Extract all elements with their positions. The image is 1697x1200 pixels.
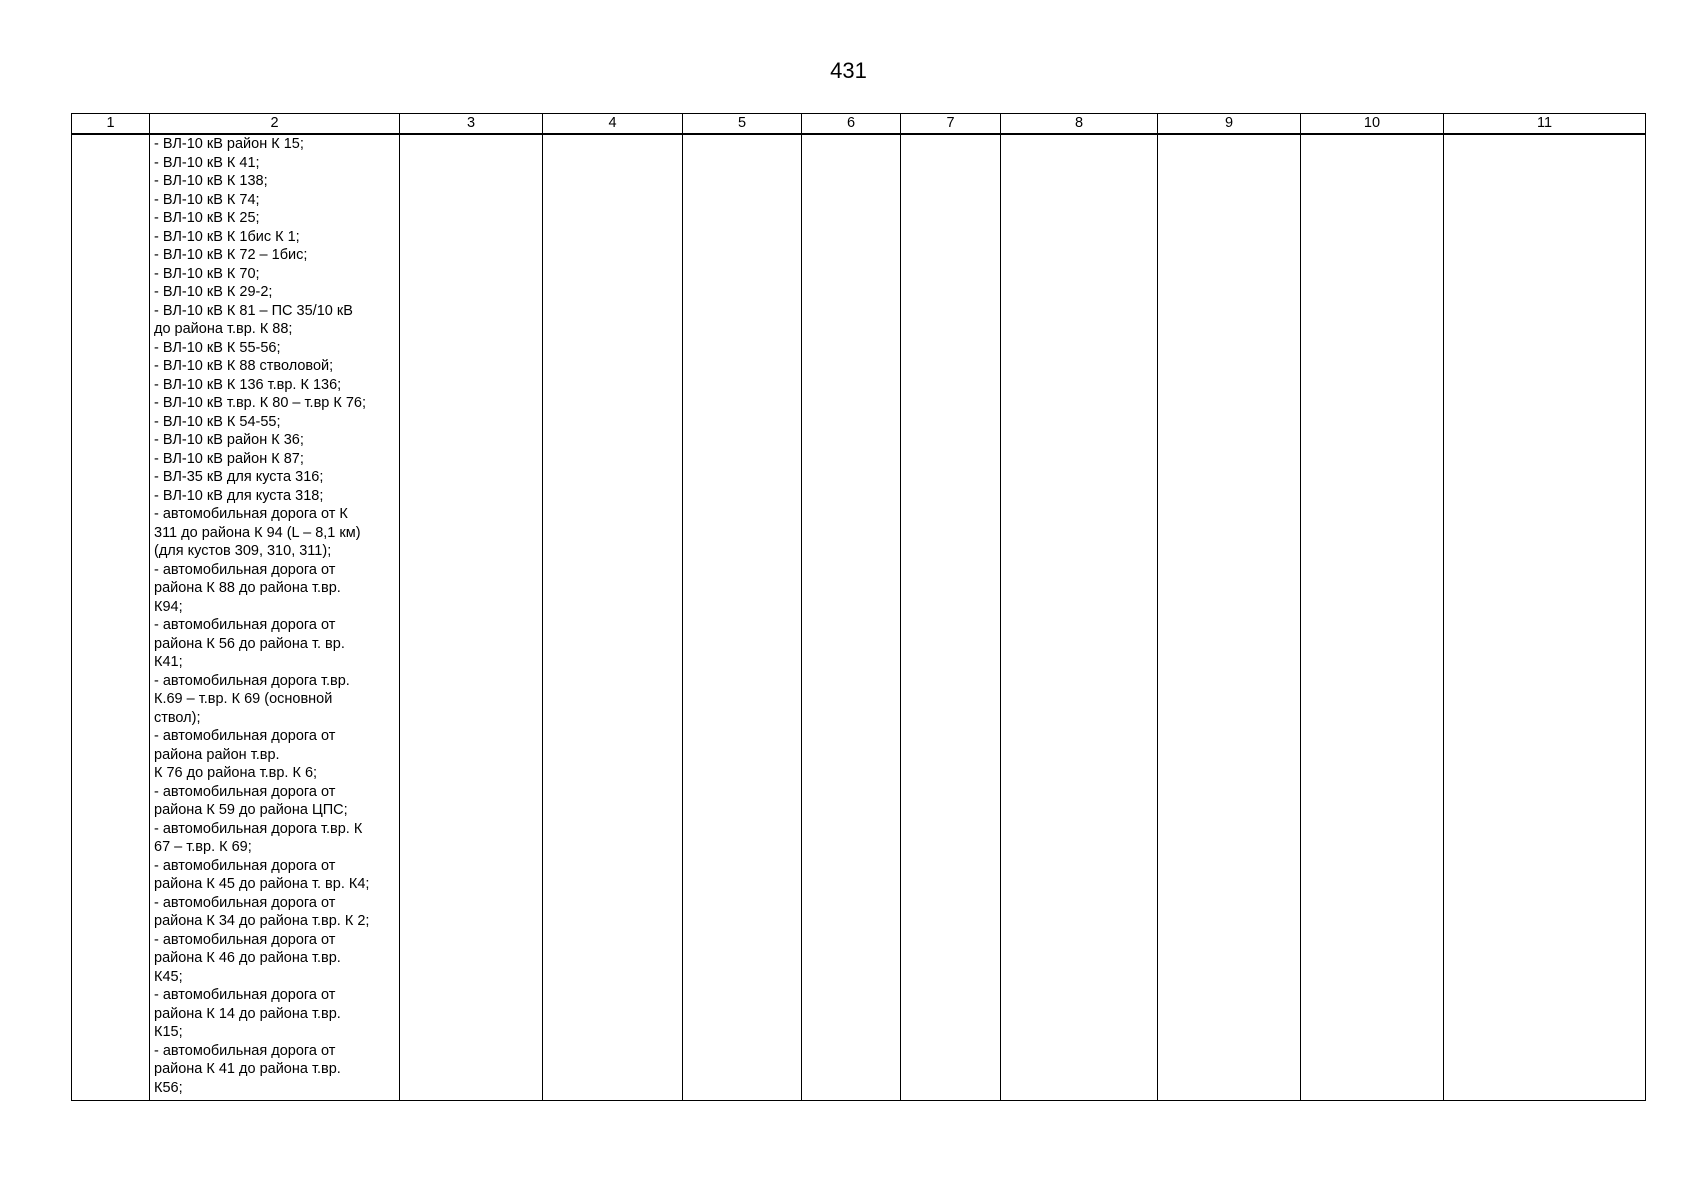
list-item: - автомобильная дорога от К 311 до района К 94 (L – 8,1 км) (для кустов 309, 310, 311); (154, 506, 361, 559)
list-item: - ВЛ-10 кВ К 81 – ПС 35/10 кВ до района т.вр. К 88; (154, 302, 353, 337)
list-item: - ВЛ-10 кВ К 1бис К 1; (154, 228, 300, 245)
column-header: 10 (1301, 114, 1444, 135)
data-table (71, 113, 1646, 1101)
list-item: - ВЛ-35 кВ для куста 316; (154, 469, 324, 485)
table-cell (683, 134, 802, 1101)
column-header: 7 (901, 114, 1001, 135)
list-item: - автомобильная дорога от района район т.вр. К 76 до района т.вр. К 6; (154, 728, 336, 781)
list-item: - автомобильная дорога от района К 59 до района ЦПС; (154, 783, 348, 818)
column-header: 5 (683, 114, 802, 135)
list-item: - ВЛ-10 кВ К 88 стволовой; (154, 358, 334, 374)
list-item: - ВЛ-10 кВ К 138; (154, 173, 268, 189)
list-item: - ВЛ-10 кВ К 72 – 1бис; (154, 247, 308, 263)
column-header: 2 (150, 114, 400, 135)
list-item: - ВЛ-10 кВ К 29-2; (154, 284, 273, 300)
table-cell (1301, 134, 1444, 1101)
header-row (72, 114, 1646, 135)
list-item: - автомобильная дорога от района К 88 до района т.вр. К94; (154, 561, 341, 615)
list-item: - ВЛ-10 кВ район К 36; (154, 432, 304, 448)
column-header: 8 (1001, 114, 1158, 135)
list-item: - ВЛ-10 кВ т.вр. К 80 – т.вр К 76; (154, 395, 367, 411)
table-cell (543, 134, 683, 1101)
table-cell-objects (150, 134, 400, 1101)
list-item: - ВЛ-10 кВ К 41; (154, 154, 260, 171)
list-item: - автомобильная дорога от района К 56 до района т. вр. К41; (154, 617, 345, 670)
list-item: - ВЛ-10 кВ К 74; (154, 191, 260, 208)
column-header: 4 (543, 114, 683, 135)
list-item: - автомобильная дорога от района К 41 до района т.вр. К56; (154, 1042, 341, 1096)
list-item: - автомобильная дорога от района К 45 до района т. вр. К4; (154, 857, 370, 892)
table-cell (802, 134, 901, 1101)
list-item: - ВЛ-10 кВ район К 15; (154, 136, 304, 152)
list-item: - ВЛ-10 кВ К 25; (154, 210, 260, 226)
page-number: 431 (830, 58, 867, 83)
column-header: 9 (1158, 114, 1301, 135)
column-header: 6 (802, 114, 901, 135)
list-item: - ВЛ-10 кВ К 136 т.вр. К 136; (154, 376, 342, 393)
column-header: 1 (72, 114, 150, 135)
column-header: 3 (400, 114, 543, 135)
table-row (72, 134, 1646, 1101)
table-cell (72, 134, 150, 1101)
column-header: 11 (1444, 114, 1646, 135)
list-item: - автомобильная дорога от района К 46 до района т.вр. К45; (154, 931, 341, 985)
list-item: - ВЛ-10 кВ для куста 318; (154, 487, 324, 504)
list-item: - автомобильная дорога от района К 34 до района т.вр. К 2; (154, 894, 370, 929)
table-cell (1444, 134, 1646, 1101)
list-item: - автомобильная дорога от района К 14 до района т.вр. К15; (154, 987, 341, 1040)
objects-list (150, 135, 399, 1097)
list-item: - автомобильная дорога т.вр. К 67 – т.вр. К 69; (154, 820, 363, 855)
table-cell (400, 134, 543, 1101)
list-item: - ВЛ-10 кВ К 54-55; (154, 413, 281, 430)
table-cell (901, 134, 1001, 1101)
list-item: - ВЛ-10 кВ район К 87; (154, 450, 304, 467)
table-cell (1001, 134, 1158, 1101)
list-item: - автомобильная дорога т.вр. К.69 – т.вр. К 69 (основной ствол); (154, 672, 350, 726)
list-item: - ВЛ-10 кВ К 70; (154, 265, 260, 282)
table-cell (1158, 134, 1301, 1101)
list-item: - ВЛ-10 кВ К 55-56; (154, 339, 281, 356)
